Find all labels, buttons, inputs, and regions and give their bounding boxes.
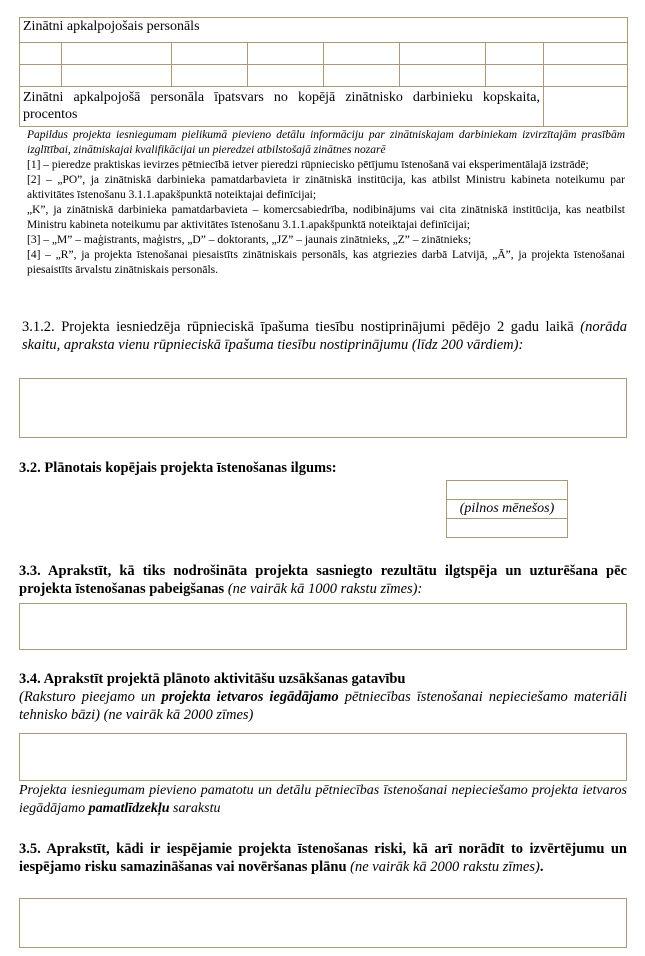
duration-extra-cell[interactable] <box>447 519 568 538</box>
section-3-1-2-title: 3.1.2. Projekta iesniedzēja rūpnieciskā īpašuma tiesību nostiprinājumi pēdējo 2 gadu laikā <box>22 319 574 335</box>
footnote-2-k: „K”, ja zinātniskā darbinieka pamatdarbavieta – komercsabiedrība, nodibinājums vai cita zinātniskā institūcija, kas neatbilst Ministru kabineta noteikumu par aktivitātes īstenošanu 3.1.1.apakšpunktā noteiktajai definīcijai; <box>27 204 625 231</box>
risks-input[interactable] <box>19 898 627 948</box>
footnote-2: [2] – „PO”, ja zinātniskā darbinieka pamatdarbavieta ir zinātniskā institūcija, kas atbilst Ministru kabineta noteikumu par aktivitātes īstenošanu 3.1.1.apakšpunktā noteiktajai definīcijai; <box>27 174 625 201</box>
table-cell[interactable] <box>324 65 400 87</box>
table-cell[interactable] <box>20 65 62 87</box>
readiness-input[interactable] <box>19 733 627 781</box>
table-cell[interactable] <box>544 43 628 65</box>
table-cell[interactable] <box>62 43 172 65</box>
sustainability-input[interactable] <box>19 603 627 650</box>
footnote-4: [4] – „R”, ja projekta īstenošanai piesaistīts zinātniskais personāls, kas atgriezies darbā Latvijā, „Ā”, ja projekta īstenošanai piesaistīts ārvalstu zinātniskais personāls. <box>27 249 625 276</box>
section-3-5-title: 3.5. Aprakstīt, kādi ir iespējamie projekta īstenošanas riski, kā arī norādīt to izvērtējumu un iespējamo risku samazināšanas vai novēršanas plānu <box>19 841 627 875</box>
section-3-3-hint: (ne vairāk kā 1000 rakstu zīmes): <box>227 581 423 597</box>
footnote-3: [3] – „M” – maģistrants, maģistrs, „D” – doktorants, „JZ” – jaunais zinātnieks, „Z” – zinātnieks; <box>27 234 472 246</box>
section-3-5-hint: (ne vairāk kā 2000 rakstu zīmes) <box>350 859 540 875</box>
duration-input[interactable] <box>447 481 568 500</box>
table-cell[interactable] <box>172 43 248 65</box>
share-value-cell[interactable] <box>544 87 628 127</box>
section-3-4-note <box>19 782 627 818</box>
section-3-4-note-b: pamatlīdzekļu <box>88 801 170 816</box>
section-3-4-note-a: Projekta iesniegumam pievieno pamatotu un detālu pētniecības īstenošanai nepieciešamo projekta ietvaros iegādājamo <box>19 783 627 816</box>
table-cell[interactable] <box>172 65 248 87</box>
section-3-1-2-hint: (norāda skaitu, apraksta vienu rūpnieciskā īpašuma tiesību nostiprinājumu (līdz 200 vārdiem): <box>22 319 627 353</box>
section-3-3-title: 3.3. Aprakstīt, kā tiks nodrošināta projekta sasniegto rezultātu ilgtspēja un uzturēšana pēc projekta īstenošanas pabeigšanas <box>19 563 627 597</box>
section-3-4-note-c: sarakstu <box>173 801 221 816</box>
share-label: Zinātni apkalpojošā personāla īpatsvars no kopējā zinātnisko darbinieku kopskaita, procentos <box>20 87 544 127</box>
section-3-3-heading <box>19 562 627 598</box>
section-3-2-heading <box>19 459 627 477</box>
personnel-table <box>19 17 628 127</box>
section-3-2-title: 3.2. Plānotais kopējais projekta īstenošanas ilgums: <box>19 460 337 476</box>
table-cell[interactable] <box>248 43 324 65</box>
section-3-5-end: . <box>539 859 544 875</box>
footnote-1: [1] – pieredze praktiskas ievirzes pētniecībā ietver pieredzi rūpniecisko pētījumu īstenošanā vai eksperimentālajā izstrādē; <box>27 159 589 171</box>
section-3-4-hint-c: pētniecības īstenošanai nepieciešamo materiāli tehnisko bāzi) (ne vairāk kā 2000 zīmes) <box>19 689 628 723</box>
table-cell[interactable] <box>486 43 544 65</box>
table-cell[interactable] <box>248 65 324 87</box>
industrial-property-input[interactable] <box>19 378 627 438</box>
table-cell[interactable] <box>400 43 486 65</box>
footnotes <box>27 128 625 278</box>
duration-unit: (pilnos mēnešos) <box>447 500 568 519</box>
table-title: Zinātni apkalpojošais personāls <box>20 18 628 43</box>
duration-table <box>446 480 568 538</box>
table-cell[interactable] <box>62 65 172 87</box>
section-3-5-heading <box>19 840 627 876</box>
section-3-4-hint-a: (Raksturo pieejamo un <box>19 689 156 705</box>
section-3-4-title: 3.4. Aprakstīt projektā plānoto aktivitāšu uzsākšanas gatavību <box>19 671 406 687</box>
table-cell[interactable] <box>20 43 62 65</box>
section-3-4-hint-b: projekta ietvaros iegādājamo <box>161 689 339 705</box>
section-3-4-heading <box>19 670 627 724</box>
table-cell[interactable] <box>400 65 486 87</box>
table-cell[interactable] <box>324 43 400 65</box>
table-cell[interactable] <box>486 65 544 87</box>
footnote-intro: Papildus projekta iesniegumam pielikumā pievieno detālu informāciju par zinātniskajam darbiniekam izvirzītajām prasībām izglītībai, zinātniskajai kvalifikācijai un pieredzei atbilstošajā zinātnes nozarē <box>27 129 625 156</box>
section-3-1-2-heading <box>22 318 627 354</box>
table-cell[interactable] <box>544 65 628 87</box>
